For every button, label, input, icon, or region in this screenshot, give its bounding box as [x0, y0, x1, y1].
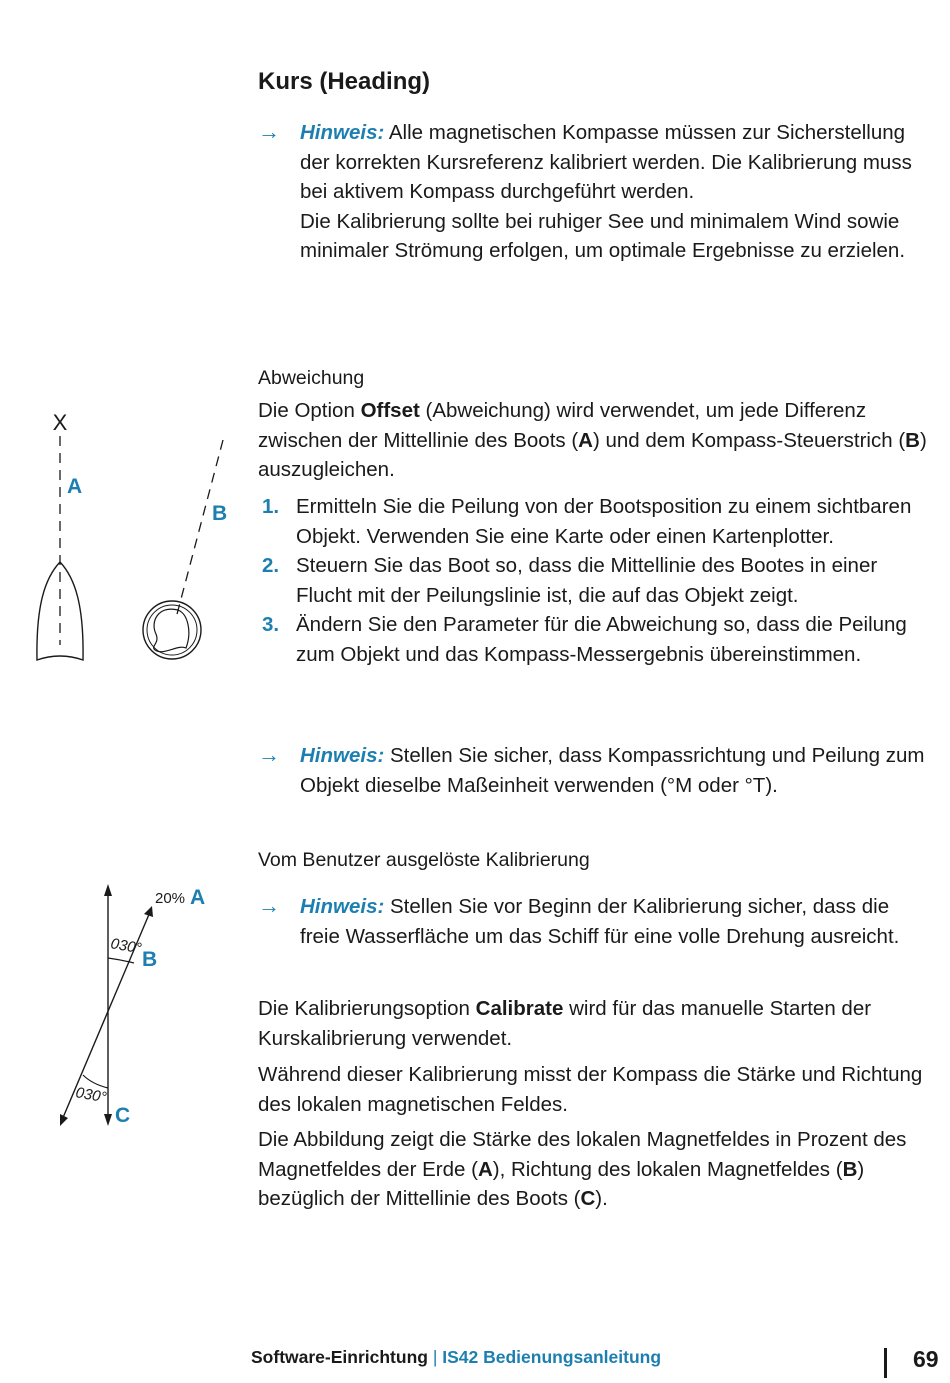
arrowhead-up-icon	[104, 884, 112, 896]
list-item: 3. Ändern Sie den Parameter für die Abweichung so, dass die Peilung zum Objekt und das Kompass-Messergebnis übereinstimmen.	[262, 613, 907, 666]
arrowhead-field-up-icon	[144, 906, 153, 917]
footer-manual: IS42 Bedienungsanleitung	[442, 1347, 662, 1367]
offset-intro: Die Option Offset (Abweichung) wird verwendet, um jede Differenz zwischen der Mittellinie des Boots (A) und dem Kompass-Steuerstrich (B) auszugleichen.	[258, 399, 927, 481]
label-b-calib: B	[142, 948, 158, 971]
figure-paragraph: Die Abbildung zeigt die Stärke des lokalen Magnetfeldes in Prozent des Magnetfeldes der Erde (A), Richtung des lokalen Magnetfeldes (B) bezüglich der Mittellinie des Boots (C).	[258, 1128, 907, 1210]
angle-top-label: 030°	[109, 935, 143, 958]
measure-paragraph: Während dieser Kalibrierung misst der Kompass die Stärke und Richtung des lokalen magnetischen Feldes.	[258, 1063, 923, 1116]
note-label: Hinweis:	[300, 121, 385, 144]
offset-diagram	[0, 400, 250, 680]
footer-chapter: Software-Einrichtung	[251, 1347, 428, 1367]
angle-bottom-label: 030°	[74, 1084, 108, 1107]
offset-steps	[258, 492, 930, 669]
subheading-calibration: Vom Benutzer ausgelöste Kalibrierung	[258, 849, 590, 871]
lubber-line	[176, 440, 223, 618]
note-free-water: → Hinweis: Stellen Sie vor Beginn der Kalibrierung sicher, dass die freie Wasserfläche um das Schiff für eine volle Drehung ausreicht.	[258, 893, 900, 948]
footer-separator: |	[427, 1347, 443, 1367]
label-b: B	[212, 502, 228, 525]
arrowhead-down-icon	[104, 1114, 112, 1126]
label-c-calib: C	[115, 1104, 131, 1127]
label-a-calib: A	[190, 886, 206, 909]
arrow-right-icon: →	[258, 742, 280, 767]
label-a: A	[67, 475, 83, 498]
footer-divider	[884, 1348, 887, 1378]
page-number: 69	[913, 1346, 939, 1372]
section-title: Kurs (Heading)	[258, 68, 431, 95]
calibrate-paragraph: Die Kalibrierungsoption Calibrate wird für das manuelle Starten der Kurskalibrierung verwendet.	[258, 997, 872, 1050]
subheading-offset: Abweichung	[258, 367, 365, 389]
calibration-diagram	[0, 870, 250, 1140]
note-units: → Hinweis: Stellen Sie sicher, dass Kompassrichtung und Peilung zum Objekt dieselbe Maßeinheit verwenden (°M oder °T).	[258, 742, 925, 797]
page-footer	[251, 1347, 661, 1368]
list-item: 2. Steuern Sie das Boot so, dass die Mittellinie des Bootes in einer Flucht mit der Peilungslinie ist, die auf das Objekt zeigt.	[262, 554, 878, 607]
list-item: 1. Ermitteln Sie die Peilung von der Bootsposition zu einem sichtbaren Objekt. Verwenden Sie eine Karte oder einen Kartenplotter.	[262, 495, 912, 548]
x-label: X	[52, 410, 68, 435]
percent-label: 20%	[155, 890, 186, 907]
arrow-right-icon: →	[258, 893, 280, 918]
compass-card	[154, 609, 189, 652]
note-text: Alle magnetischen Kompasse müssen zur Sicherstellung der korrekten Kursreferenz kalibriert werden. Die Kalibrierung muss bei aktivem Kompass durchgeführt werden.	[300, 121, 912, 203]
compass-outer	[143, 601, 201, 659]
note-calibration-required	[258, 118, 928, 266]
arrow-right-icon: →	[258, 119, 280, 144]
note-text-2: Die Kalibrierung sollte bei ruhiger See und minimalem Wind sowie minimaler Strömung erfolgen, um optimale Ergebnisse zu erzielen.	[300, 209, 906, 262]
